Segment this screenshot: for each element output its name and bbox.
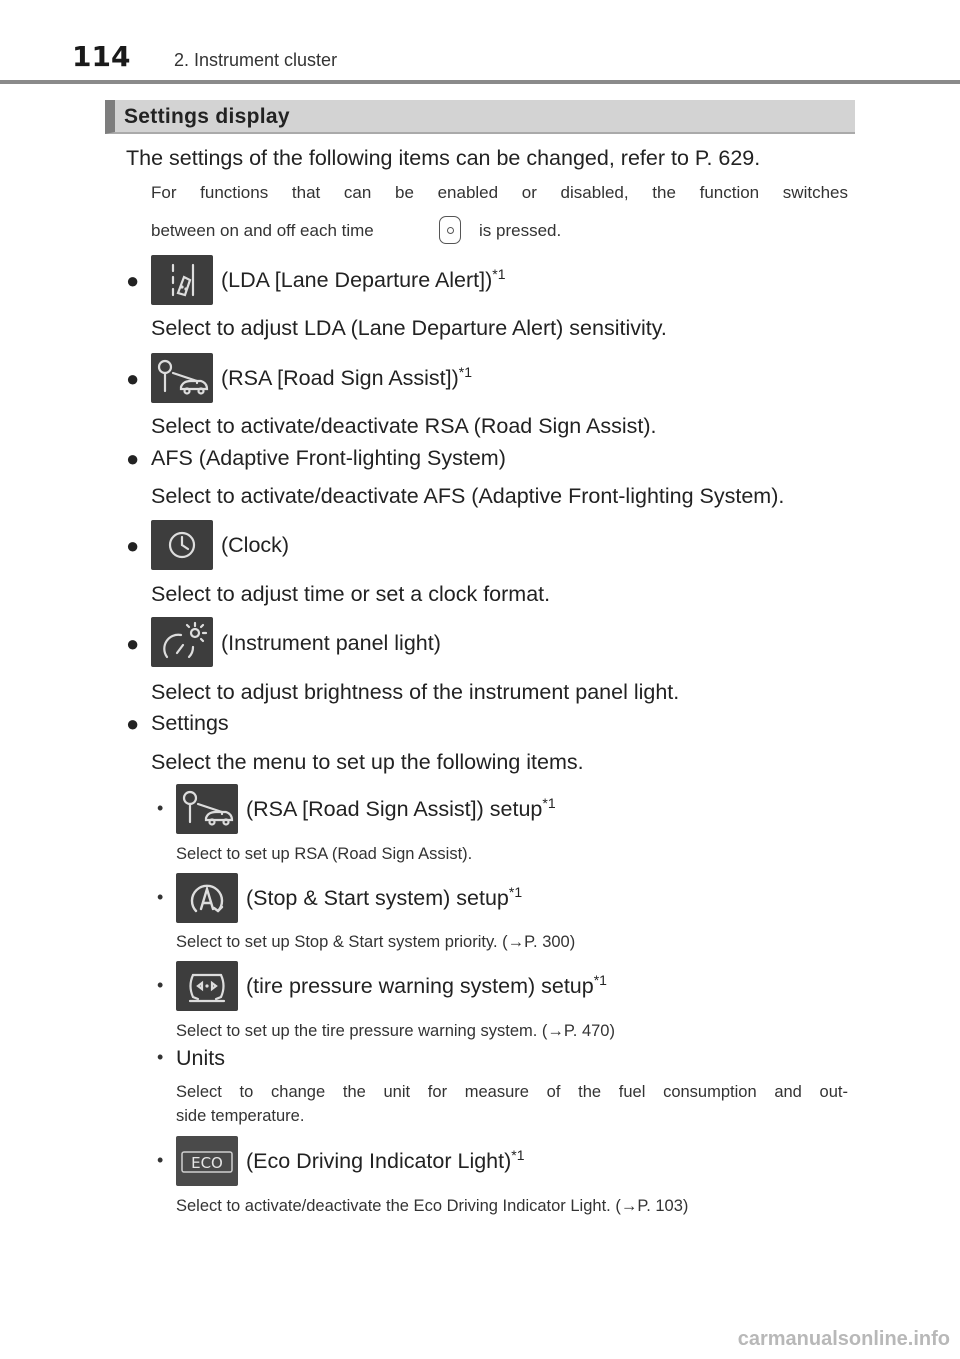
sub-bullet: • <box>157 975 164 995</box>
lane-departure-icon <box>151 255 213 305</box>
header-rule <box>0 80 960 84</box>
afs-label: AFS (Adaptive Front-lighting System) <box>151 446 506 470</box>
bullet: ● <box>126 268 140 293</box>
units-label: Units <box>176 1046 225 1070</box>
tire-pressure-icon <box>176 961 238 1011</box>
eco-icon-text: ECO <box>191 1154 223 1172</box>
page-number: 114 <box>72 40 131 73</box>
intro-text: The settings of the following items can be changed, refer to P. 629. <box>126 146 761 170</box>
panel-light-description: Select to adjust brightness of the instrument panel light. <box>151 680 680 704</box>
settings-description: Select the menu to set up the following items. <box>151 750 584 774</box>
sub-bullet: • <box>157 1047 164 1067</box>
sub-bullet: • <box>157 1150 164 1170</box>
bullet: ● <box>126 446 140 471</box>
rsa-label: (RSA [Road Sign Assist])$^{*1}$ <box>221 363 473 390</box>
panel-light-icon <box>151 617 213 667</box>
watermark: carmanualsonline.info <box>737 1328 950 1350</box>
clock-icon <box>151 520 213 570</box>
bullet: ● <box>126 533 140 558</box>
afs-description: Select to activate/deactivate AFS (Adaptive Front-lighting System). <box>151 484 785 508</box>
bullet: ● <box>126 366 140 391</box>
eco-description: Select to activate/deactivate the Eco Driving Indicator Light. (→P. 103) <box>176 1197 689 1215</box>
rsa-description: Select to activate/deactivate RSA (Road Sign Assist). <box>151 414 657 438</box>
section-title: Settings display <box>124 105 290 128</box>
note-line-1: For functions that can be enabled or disabled, the function switches <box>151 183 848 202</box>
eco-icon <box>176 1136 238 1186</box>
sub-bullet: • <box>157 798 164 818</box>
bullet: ● <box>126 631 140 656</box>
chapter-title: 2. Instrument cluster <box>174 50 338 70</box>
note-line-2a: between on and off each time <box>151 221 374 240</box>
stop-start-icon <box>176 873 238 923</box>
rsa-setup-label: (RSA [Road Sign Assist]) setup$^{*1}$ <box>246 794 556 821</box>
steering-switch-icon <box>439 216 461 244</box>
sub-bullet: • <box>157 887 164 907</box>
stop-start-label: (Stop & Start system) setup$^{*1}$ <box>246 883 523 910</box>
eco-label: (Eco Driving Indicator Light)$^{*1}$ <box>246 1146 525 1173</box>
bullet: ● <box>126 711 140 736</box>
settings-label: Settings <box>151 711 229 735</box>
units-description-1: Select to change the unit for measure of the fuel consumption and out- <box>176 1083 848 1101</box>
clock-label: (Clock) <box>221 533 290 557</box>
lda-label: (LDA [Lane Departure Alert])$^{*1}$ <box>221 265 506 292</box>
panel-light-label: (Instrument panel light) <box>221 631 441 655</box>
stop-start-description: Select to set up Stop & Start system priority. (→P. 300) <box>176 933 576 951</box>
tire-label: (tire pressure warning system) setup$^{*1}$ <box>246 971 607 998</box>
road-sign-assist-icon <box>176 784 238 834</box>
clock-description: Select to adjust time or set a clock format. <box>151 582 551 606</box>
lda-description: Select to adjust LDA (Lane Departure Alert) sensitivity. <box>151 316 667 340</box>
units-description-2: side temperature. <box>176 1107 305 1125</box>
road-sign-assist-icon <box>151 353 213 403</box>
tire-description: Select to set up the tire pressure warning system. (→P. 470) <box>176 1022 615 1040</box>
rsa-setup-description: Select to set up RSA (Road Sign Assist). <box>176 845 473 863</box>
note-line-2b: is pressed. <box>479 221 562 240</box>
